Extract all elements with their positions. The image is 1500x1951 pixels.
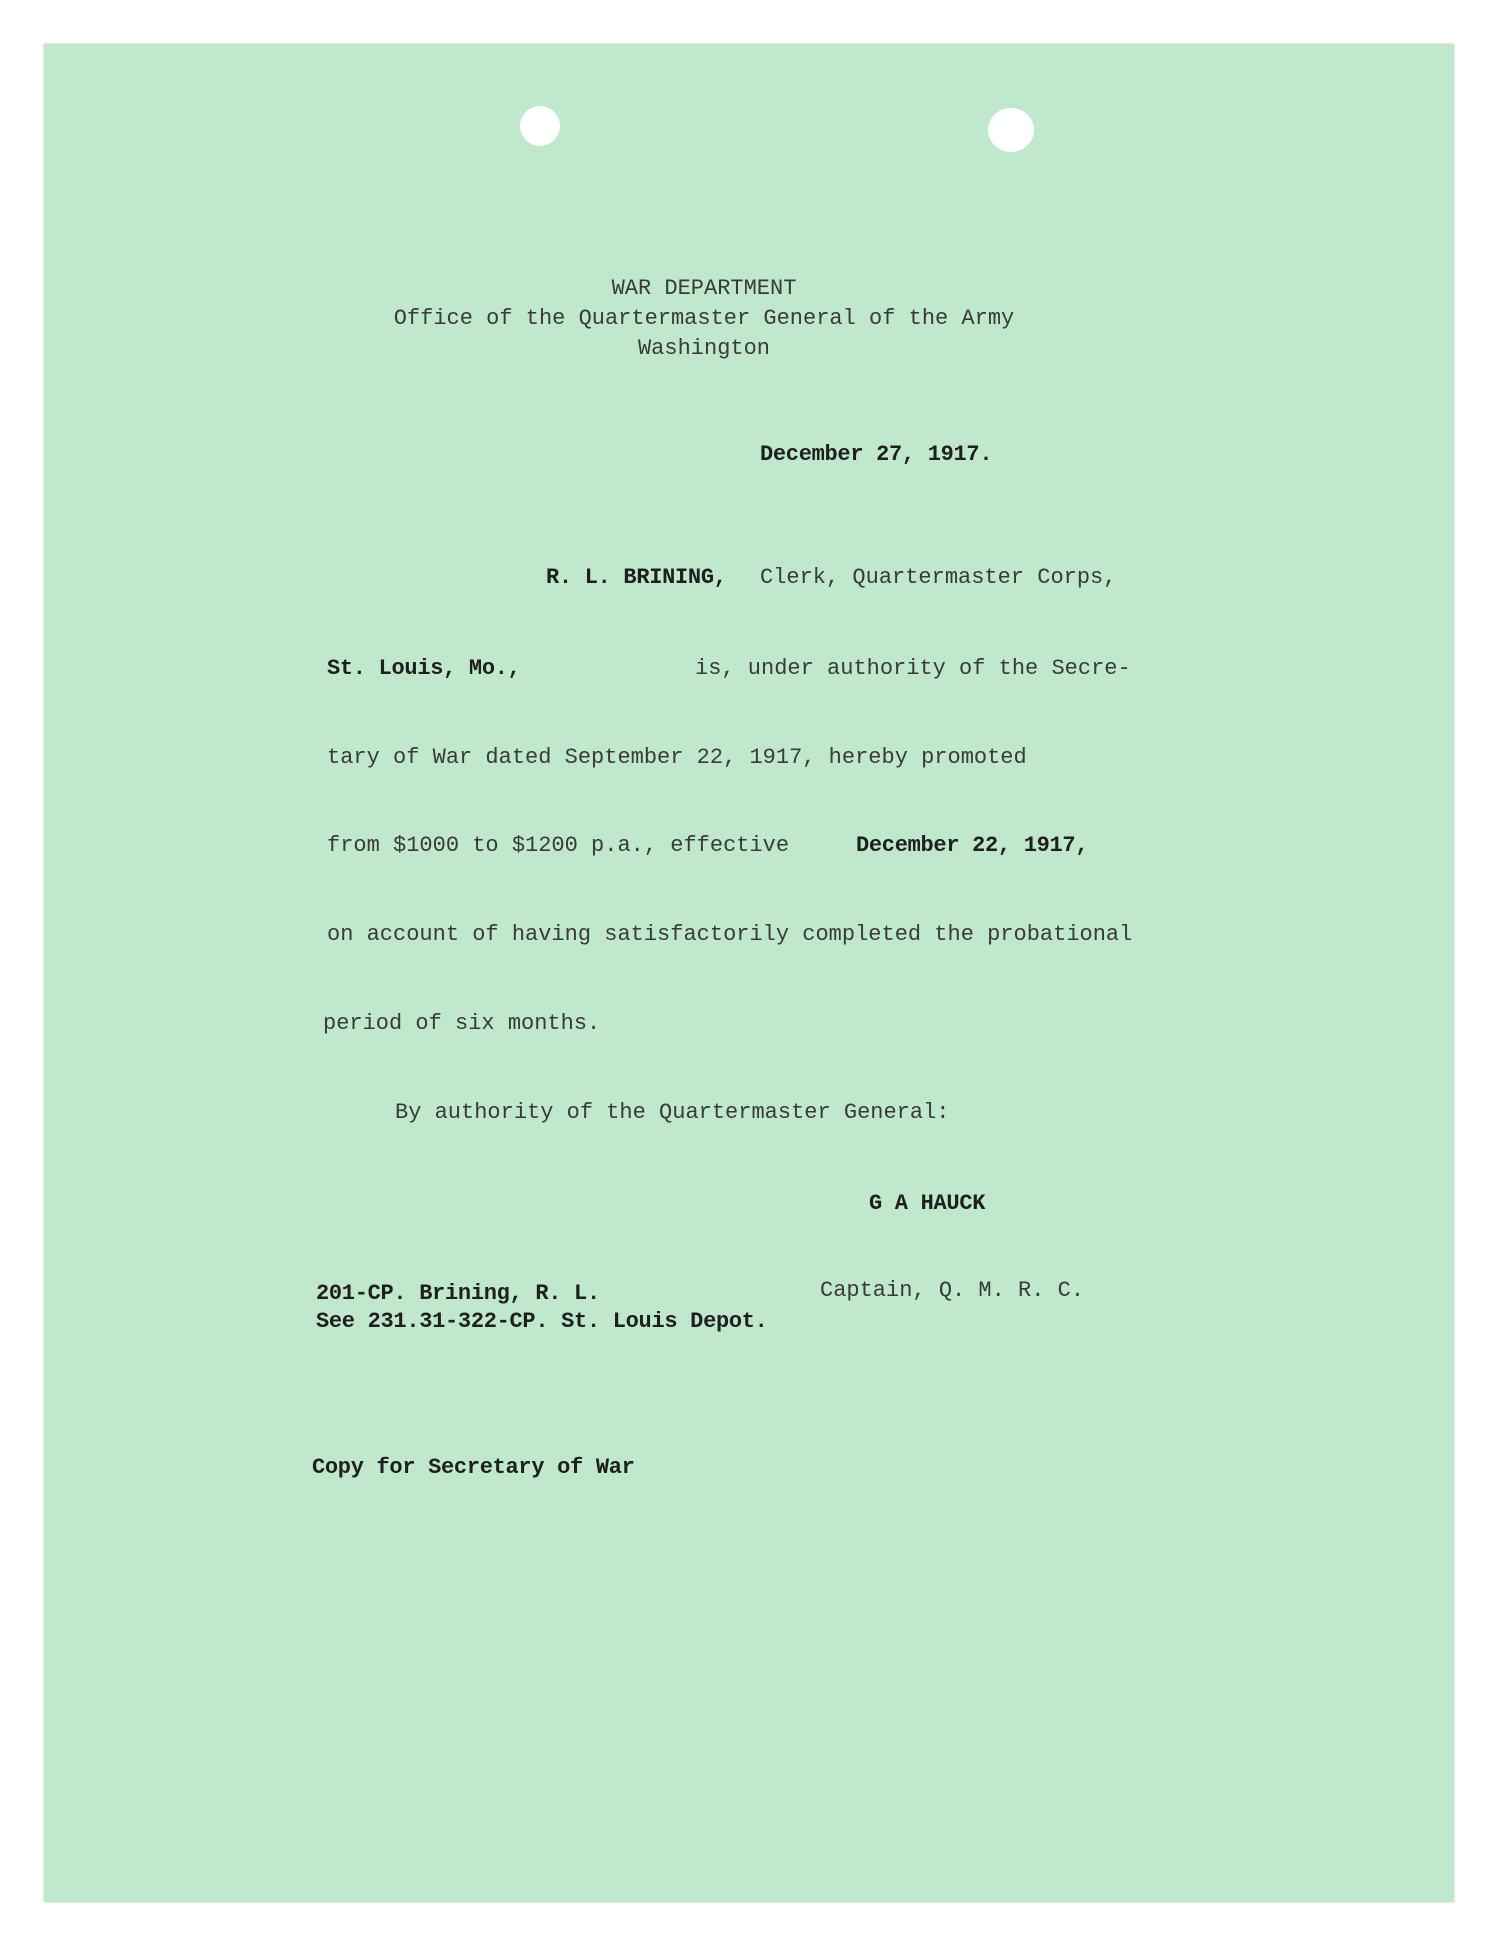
body-line-5: on account of having satisfactorily completed the probational <box>327 922 1133 947</box>
file-reference-2: See 231.31-322-CP. St. Louis Depot. <box>316 1309 768 1334</box>
employee-title: Clerk, Quartermaster Corps, <box>760 565 1117 590</box>
effective-date: December 22, 1917, <box>856 833 1089 858</box>
body-line-6: period of six months. <box>323 1011 601 1036</box>
letter-date: December 27, 1917. <box>760 442 993 467</box>
letterhead-department: WAR DEPARTMENT <box>611 276 797 301</box>
body-line-3: tary of War dated September 22, 1917, hereby promoted <box>327 745 1027 770</box>
authority-line: By authority of the Quartermaster General: <box>395 1100 950 1125</box>
letterhead-office: Office of the Quartermaster General of the Army <box>393 306 1015 331</box>
employee-location: St. Louis, Mo., <box>327 656 521 681</box>
copy-note: Copy for Secretary of War <box>312 1455 635 1480</box>
signature-name: G A HAUCK <box>869 1191 986 1216</box>
signature-rank: Captain, Q. M. R. C. <box>820 1278 1085 1303</box>
file-reference-1: 201-CP. Brining, R. L. <box>316 1281 600 1306</box>
letterhead-city: Washington <box>637 336 771 361</box>
punch-hole-left <box>520 106 560 146</box>
body-line-4: from $1000 to $1200 p.a., effective <box>327 833 790 858</box>
punch-hole-right <box>988 108 1034 152</box>
employee-name: R. L. BRINING, <box>546 565 727 590</box>
body-line-2: is, under authority of the Secre- <box>695 656 1131 681</box>
document-page <box>44 44 1454 1902</box>
